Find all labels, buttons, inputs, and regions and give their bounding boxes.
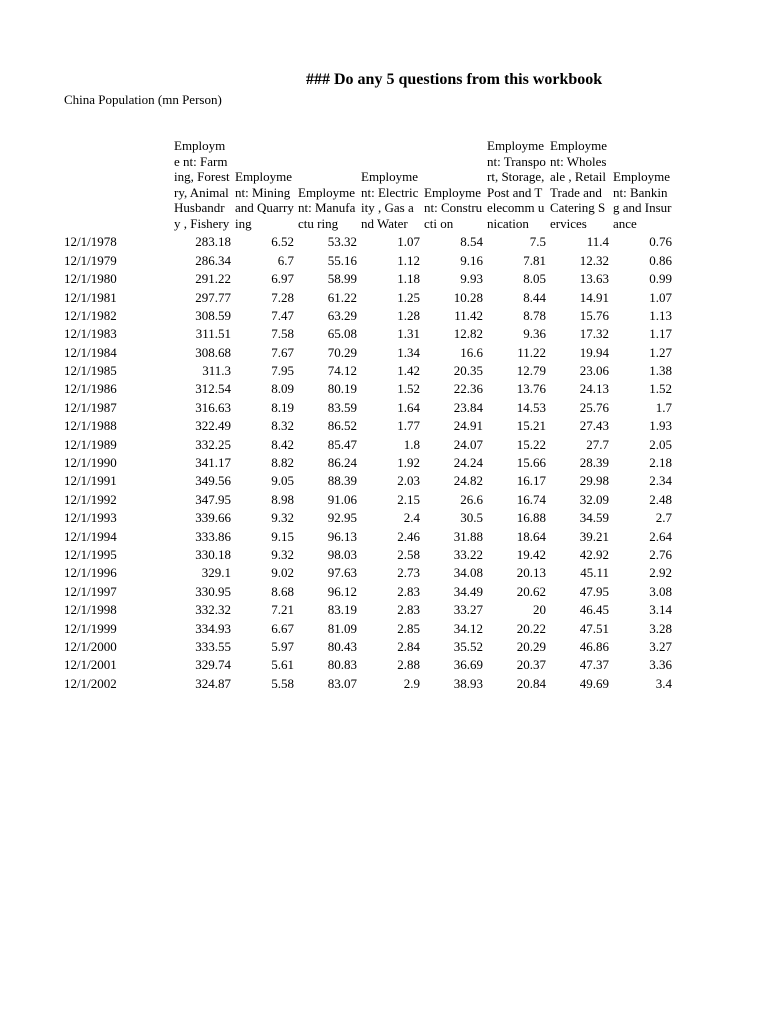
value-cell: 334.93	[195, 620, 231, 636]
value-cell: 9.93	[460, 271, 483, 287]
value-cell: 70.29	[327, 344, 357, 360]
value-cell: 12.32	[579, 252, 609, 268]
value-cell: 6.52	[271, 234, 294, 250]
column-header-label: Employme nt: Constructi on	[424, 184, 483, 231]
date-cell: 12/1/1991	[64, 473, 117, 489]
date-cell: 12/1/1993	[64, 510, 117, 526]
value-cell: 2.9	[403, 675, 420, 691]
value-cell: 45.11	[580, 565, 609, 581]
table-row	[62, 268, 674, 286]
table-row	[62, 526, 674, 544]
table-row	[62, 599, 674, 617]
value-cell: 322.49	[195, 418, 231, 434]
value-cell: 38.93	[453, 675, 483, 691]
value-cell: 23.06	[579, 363, 609, 379]
value-cell: 9.02	[271, 565, 294, 581]
value-cell: 55.16	[327, 252, 357, 268]
page-subheading: China Population (mn Person)	[64, 92, 222, 107]
value-cell: 1.93	[649, 418, 672, 434]
value-cell: 312.54	[195, 381, 231, 397]
value-cell: 47.95	[579, 583, 609, 599]
value-cell: 5.97	[271, 638, 294, 654]
value-cell: 3.27	[649, 638, 672, 654]
column-header-label: Employme nt: Transport, Storage, Post and Telecomm unication	[487, 138, 546, 231]
value-cell: 34.08	[453, 565, 483, 581]
table-row	[62, 305, 674, 323]
value-cell: 2.4	[403, 510, 420, 526]
value-cell: 1.64	[397, 399, 420, 415]
date-cell: 12/1/2001	[64, 657, 117, 673]
value-cell: 11.42	[454, 307, 483, 323]
value-cell: 1.34	[397, 344, 420, 360]
value-cell: 25.76	[579, 399, 609, 415]
value-cell: 7.28	[271, 289, 294, 305]
value-cell: 11.22	[517, 344, 546, 360]
value-cell: 5.58	[271, 675, 294, 691]
value-cell: 2.76	[649, 547, 672, 562]
value-cell: 1.38	[649, 363, 672, 379]
value-cell: 16.88	[516, 510, 546, 526]
value-cell: 24.24	[453, 455, 483, 471]
value-cell: 1.13	[649, 307, 672, 323]
value-cell: 8.42	[271, 436, 294, 452]
value-cell: 1.12	[397, 252, 420, 268]
value-cell: 20.62	[516, 583, 546, 599]
value-cell: 286.34	[195, 252, 231, 268]
value-cell: 28.39	[579, 455, 609, 471]
date-cell: 12/1/1979	[64, 252, 117, 268]
value-cell: 83.59	[327, 399, 357, 415]
value-cell: 47.37	[579, 657, 609, 673]
value-cell: 332.32	[195, 602, 231, 618]
value-cell: 339.66	[195, 510, 231, 526]
value-cell: 9.15	[271, 528, 294, 544]
date-cell: 12/1/1984	[64, 344, 117, 360]
value-cell: 24.07	[453, 436, 483, 452]
date-cell: 12/1/1978	[64, 234, 117, 250]
value-cell: 42.92	[579, 547, 609, 562]
date-cell: 12/1/1981	[64, 289, 117, 305]
column-header	[548, 138, 611, 232]
value-cell: 1.07	[649, 289, 672, 305]
value-cell: 8.54	[460, 234, 483, 250]
value-cell: 86.24	[327, 455, 357, 471]
value-cell: 2.48	[649, 491, 672, 507]
table-row	[62, 673, 674, 691]
value-cell: 7.81	[523, 252, 546, 268]
table-body	[62, 232, 674, 692]
date-cell: 12/1/1996	[64, 565, 117, 581]
value-cell: 3.28	[649, 620, 672, 636]
value-cell: 2.83	[397, 583, 420, 599]
value-cell: 91.06	[327, 491, 357, 507]
value-cell: 349.56	[195, 473, 231, 489]
table-header-row	[62, 138, 674, 232]
value-cell: 1.18	[397, 271, 420, 287]
table-row	[62, 489, 674, 507]
column-header	[296, 138, 359, 232]
value-cell: 1.31	[397, 326, 420, 342]
value-cell: 8.68	[271, 583, 294, 599]
value-cell: 9.36	[523, 326, 546, 342]
value-cell: 2.58	[397, 547, 420, 562]
value-cell: 2.7	[655, 510, 672, 526]
value-cell: 20.22	[516, 620, 546, 636]
value-cell: 8.78	[523, 307, 546, 323]
value-cell: 83.19	[327, 602, 357, 618]
table-row	[62, 452, 674, 470]
value-cell: 311.3	[202, 363, 231, 379]
date-cell: 12/1/1986	[64, 381, 117, 397]
value-cell: 7.5	[529, 234, 546, 250]
value-cell: 10.28	[453, 289, 483, 305]
value-cell: 7.21	[271, 602, 294, 618]
column-header	[359, 138, 422, 232]
value-cell: 11.4	[586, 234, 609, 250]
column-header-label: Employme nt: Electricity , Gas and Water	[361, 169, 419, 231]
value-cell: 20.13	[516, 565, 546, 581]
value-cell: 2.73	[397, 565, 420, 581]
table-row	[62, 563, 674, 581]
value-cell: 8.05	[523, 271, 546, 287]
value-cell: 22.36	[453, 381, 483, 397]
table-row	[62, 507, 674, 525]
value-cell: 33.27	[453, 602, 483, 618]
value-cell: 8.44	[523, 289, 546, 305]
date-cell: 12/1/2000	[64, 638, 117, 654]
value-cell: 0.76	[649, 234, 672, 250]
column-header	[422, 138, 485, 232]
table-row	[62, 250, 674, 268]
column-header	[172, 138, 233, 232]
value-cell: 80.43	[327, 638, 357, 654]
column-header	[611, 138, 674, 232]
value-cell: 24.91	[453, 418, 483, 434]
value-cell: 96.13	[327, 528, 357, 544]
value-cell: 74.12	[327, 363, 357, 379]
value-cell: 3.08	[649, 583, 672, 599]
value-cell: 15.22	[516, 436, 546, 452]
value-cell: 16.6	[460, 344, 483, 360]
column-header-date	[62, 138, 172, 232]
table-row	[62, 324, 674, 342]
value-cell: 14.91	[579, 289, 609, 305]
date-cell: 12/1/1989	[64, 436, 117, 452]
column-header	[485, 138, 548, 232]
value-cell: 27.43	[579, 418, 609, 434]
value-cell: 14.53	[516, 399, 546, 415]
value-cell: 39.21	[579, 528, 609, 544]
date-cell: 12/1/1992	[64, 491, 117, 507]
value-cell: 2.92	[649, 565, 672, 581]
value-cell: 308.68	[195, 344, 231, 360]
value-cell: 1.7	[655, 399, 672, 415]
value-cell: 80.19	[327, 381, 357, 397]
value-cell: 1.07	[397, 234, 420, 250]
value-cell: 9.16	[460, 252, 483, 268]
value-cell: 20.35	[453, 363, 483, 379]
column-header-label: Employme nt: Banking and Insurance	[613, 169, 672, 231]
value-cell: 316.63	[195, 399, 231, 415]
date-cell: 12/1/2002	[64, 675, 117, 691]
value-cell: 2.34	[649, 473, 672, 489]
value-cell: 36.69	[453, 657, 483, 673]
table-row	[62, 342, 674, 360]
column-header	[233, 138, 296, 232]
table-row	[62, 471, 674, 489]
value-cell: 333.55	[195, 638, 231, 654]
value-cell: 65.08	[327, 326, 357, 342]
value-cell: 13.63	[579, 271, 609, 287]
value-cell: 8.19	[271, 399, 294, 415]
value-cell: 24.82	[453, 473, 483, 489]
value-cell: 80.83	[327, 657, 357, 673]
value-cell: 81.09	[327, 620, 357, 636]
value-cell: 2.03	[397, 473, 420, 489]
value-cell: 32.09	[579, 491, 609, 507]
value-cell: 53.32	[327, 234, 357, 250]
value-cell: 5.61	[271, 657, 294, 673]
value-cell: 46.45	[579, 602, 609, 618]
value-cell: 330.18	[195, 547, 231, 562]
value-cell: 291.22	[195, 271, 231, 287]
value-cell: 0.99	[649, 271, 672, 287]
value-cell: 1.52	[649, 381, 672, 397]
value-cell: 34.12	[453, 620, 483, 636]
value-cell: 15.76	[579, 307, 609, 323]
date-cell: 12/1/1990	[64, 455, 117, 471]
value-cell: 1.28	[397, 307, 420, 323]
value-cell: 9.32	[271, 510, 294, 526]
value-cell: 34.49	[453, 583, 483, 599]
value-cell: 20.37	[516, 657, 546, 673]
date-cell: 12/1/1982	[64, 307, 117, 323]
column-header-label: Employme nt: Wholesale , Retail Trade and Catering Services	[550, 138, 608, 231]
column-header-label: Employme nt: Manufactu ring	[298, 184, 356, 231]
value-cell: 19.42	[516, 547, 546, 562]
date-cell: 12/1/1983	[64, 326, 117, 342]
value-cell: 2.15	[397, 491, 420, 507]
value-cell: 1.27	[649, 344, 672, 360]
value-cell: 46.86	[579, 638, 609, 654]
date-cell: 12/1/1998	[64, 602, 117, 618]
date-cell: 12/1/1995	[64, 547, 117, 562]
value-cell: 7.95	[271, 363, 294, 379]
table-row	[62, 287, 674, 305]
value-cell: 1.52	[397, 381, 420, 397]
value-cell: 2.84	[397, 638, 420, 654]
column-header-label: Employme nt: Mining and Quarrying	[235, 169, 294, 231]
value-cell: 1.92	[397, 455, 420, 471]
date-cell: 12/1/1997	[64, 583, 117, 599]
value-cell: 8.98	[271, 491, 294, 507]
value-cell: 26.6	[460, 491, 483, 507]
value-cell: 15.66	[516, 455, 546, 471]
value-cell: 308.59	[195, 307, 231, 323]
value-cell: 97.63	[327, 565, 357, 581]
value-cell: 13.76	[516, 381, 546, 397]
date-cell: 12/1/1985	[64, 363, 117, 379]
value-cell: 16.17	[516, 473, 546, 489]
value-cell: 7.67	[271, 344, 294, 360]
value-cell: 58.99	[327, 271, 357, 287]
value-cell: 332.25	[195, 436, 231, 452]
value-cell: 47.51	[579, 620, 609, 636]
value-cell: 12.79	[516, 363, 546, 379]
value-cell: 7.47	[271, 307, 294, 323]
value-cell: 324.87	[195, 675, 231, 691]
value-cell: 3.36	[649, 657, 672, 673]
value-cell: 9.05	[271, 473, 294, 489]
value-cell: 8.32	[271, 418, 294, 434]
value-cell: 1.17	[649, 326, 672, 342]
table-row	[62, 360, 674, 378]
value-cell: 329.74	[195, 657, 231, 673]
value-cell: 24.13	[579, 381, 609, 397]
value-cell: 9.32	[271, 547, 294, 562]
value-cell: 92.95	[327, 510, 357, 526]
value-cell: 19.94	[579, 344, 609, 360]
value-cell: 20.29	[516, 638, 546, 654]
table-row	[62, 415, 674, 433]
value-cell: 1.77	[397, 418, 420, 434]
date-cell: 12/1/1994	[64, 528, 117, 544]
value-cell: 2.05	[649, 436, 672, 452]
value-cell: 2.18	[649, 455, 672, 471]
table-row	[62, 232, 674, 250]
value-cell: 330.95	[195, 583, 231, 599]
table-row	[62, 544, 674, 562]
value-cell: 297.77	[195, 289, 231, 305]
value-cell: 33.22	[453, 547, 483, 562]
value-cell: 6.67	[271, 620, 294, 636]
value-cell: 15.21	[516, 418, 546, 434]
value-cell: 8.09	[271, 381, 294, 397]
value-cell: 30.5	[460, 510, 483, 526]
value-cell: 8.82	[271, 455, 294, 471]
value-cell: 61.22	[327, 289, 357, 305]
date-cell: 12/1/1980	[64, 271, 117, 287]
value-cell: 88.39	[327, 473, 357, 489]
value-cell: 85.47	[327, 436, 357, 452]
table-row	[62, 581, 674, 599]
value-cell: 12.82	[453, 326, 483, 342]
value-cell: 96.12	[327, 583, 357, 599]
value-cell: 329.1	[201, 565, 231, 581]
value-cell: 31.88	[453, 528, 483, 544]
value-cell: 7.58	[271, 326, 294, 342]
value-cell: 333.86	[195, 528, 231, 544]
column-header-label: Employme nt: Farming, Forestry, Animal Husbandry , Fishery	[174, 138, 230, 231]
value-cell: 23.84	[453, 399, 483, 415]
page-heading: ### Do any 5 questions from this workbook	[306, 71, 603, 88]
value-cell: 86.52	[327, 418, 357, 434]
value-cell: 0.86	[649, 252, 672, 268]
value-cell: 6.97	[271, 271, 294, 287]
value-cell: 1.42	[397, 363, 420, 379]
table-row	[62, 655, 674, 673]
value-cell: 1.25	[397, 289, 420, 305]
value-cell: 16.74	[516, 491, 546, 507]
value-cell: 3.14	[649, 602, 672, 618]
table-row	[62, 618, 674, 636]
table-row	[62, 434, 674, 452]
value-cell: 311.51	[195, 326, 231, 342]
value-cell: 3.4	[655, 675, 672, 691]
table-row	[62, 379, 674, 397]
value-cell: 1.8	[403, 436, 420, 452]
value-cell: 20.84	[516, 675, 546, 691]
date-cell: 12/1/1999	[64, 620, 117, 636]
value-cell: 63.29	[327, 307, 357, 323]
value-cell: 34.59	[579, 510, 609, 526]
value-cell: 27.7	[586, 436, 609, 452]
value-cell: 49.69	[579, 675, 609, 691]
value-cell: 83.07	[327, 675, 357, 691]
value-cell: 2.46	[397, 528, 420, 544]
value-cell: 2.83	[397, 602, 420, 618]
value-cell: 6.7	[277, 252, 294, 268]
value-cell: 29.98	[579, 473, 609, 489]
value-cell: 98.03	[327, 547, 357, 562]
value-cell: 20	[533, 602, 546, 618]
value-cell: 17.32	[579, 326, 609, 342]
value-cell: 2.64	[649, 528, 672, 544]
employment-table	[62, 138, 674, 691]
value-cell: 283.18	[195, 234, 231, 250]
value-cell: 2.88	[397, 657, 420, 673]
table-row	[62, 397, 674, 415]
value-cell: 18.64	[516, 528, 546, 544]
date-cell: 12/1/1988	[64, 418, 117, 434]
value-cell: 35.52	[453, 638, 483, 654]
value-cell: 2.85	[397, 620, 420, 636]
value-cell: 341.17	[195, 455, 231, 471]
value-cell: 347.95	[195, 491, 231, 507]
table-row	[62, 636, 674, 654]
date-cell: 12/1/1987	[64, 399, 117, 415]
